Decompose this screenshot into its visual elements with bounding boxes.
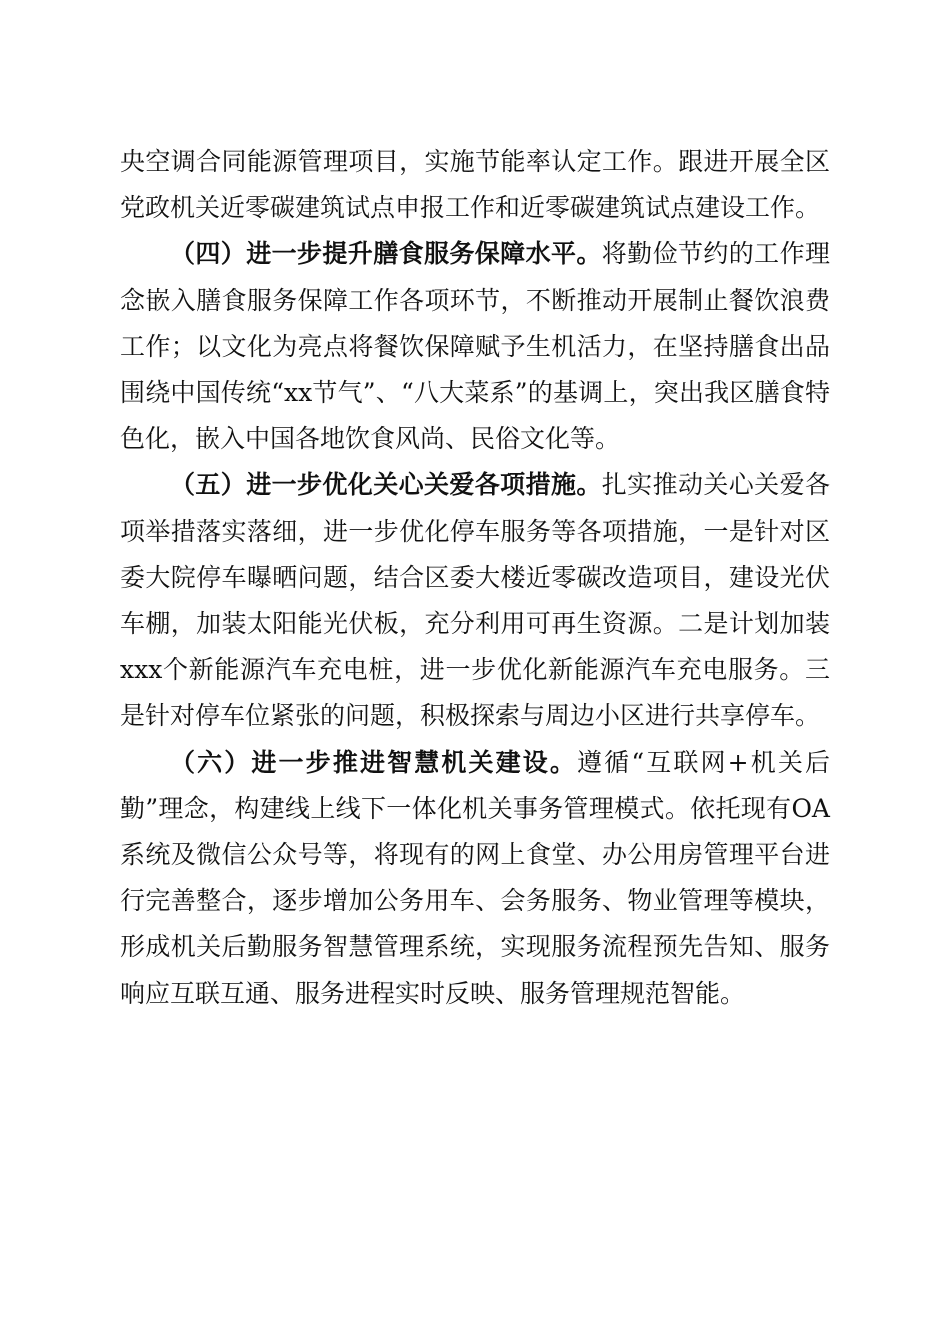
paragraph-continuation xyxy=(120,139,830,231)
paragraph-section-6 xyxy=(120,740,830,1017)
paragraph-section-4 xyxy=(120,231,830,462)
paragraph-body: 扎实推动关心关爱各项举措落实落细，进一步优化停车服务等各项措施，一是针对区委大院停车曝晒问题，结合区委大楼近零碳改造项目，建设光伏车棚，加装太阳能光伏板，充分利用可再生资源。二是计划加装xxx个新能源汽车充电桩，进一步优化新能源汽车充电服务。三是针对停车位紧张的问题，积极探索与周边小区进行共享停车。 xyxy=(120,470,830,731)
paragraph-body: 遵循“互联网+机关后勤”理念，构建线上线下一体化机关事务管理模式。依托现有OA系统及微信公众号等，将现有的网上食堂、办公用房管理平台进行完善整合，逐步增加公务用车、会务服务、物业管理等模块，形成机关后勤服务智慧管理系统，实现服务流程预先告知、服务响应互联互通、服务进程实时反映、服务管理规范智能。 xyxy=(120,747,830,1008)
section-heading: （四）进一步提升膳食服务保障水平。 xyxy=(170,239,602,269)
section-heading: （五）进一步优化关心关爱各项措施。 xyxy=(170,470,602,500)
paragraph-body: 将勤俭节约的工作理念嵌入膳食服务保障工作各项环节，不断推动开展制止餐饮浪费工作；以文化为亮点将餐饮保障赋予生机活力，在坚持膳食出品围绕中国传统“xx节气”、“八大菜系”的基调上，突出我区膳食特色化，嵌入中国各地饮食风尚、民俗文化等。 xyxy=(120,239,830,454)
paragraph-section-5 xyxy=(120,462,830,739)
paragraph-body: 央空调合同能源管理项目，实施节能率认定工作。跟进开展全区党政机关近零碳建筑试点申报工作和近零碳建筑试点建设工作。 xyxy=(120,147,830,223)
section-heading: （六）进一步推进智慧机关建设。 xyxy=(170,747,578,777)
document-body xyxy=(120,139,830,1017)
